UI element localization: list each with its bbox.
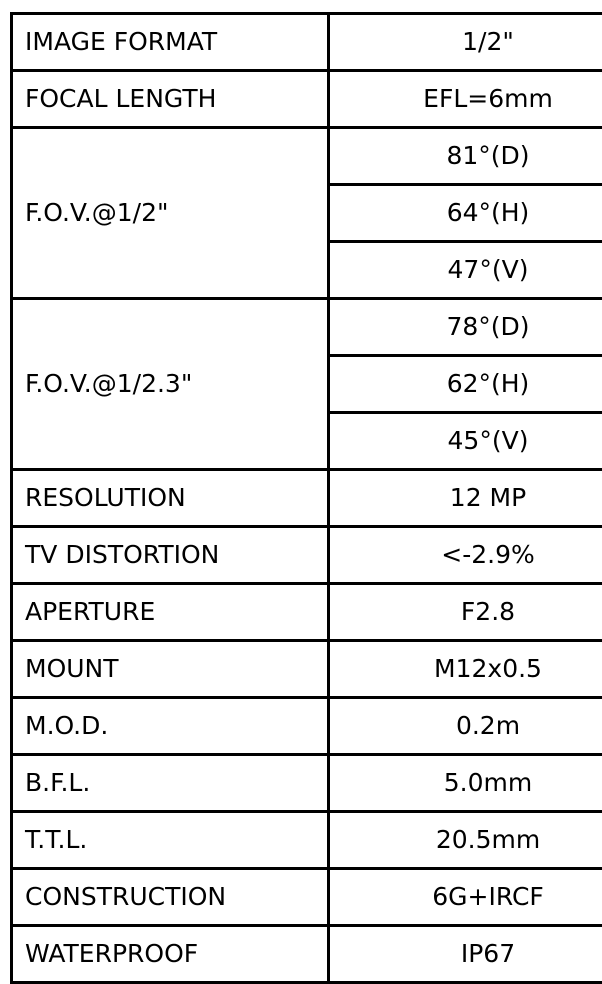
- spec-value: 81°(D): [329, 128, 602, 185]
- table-row: [12, 926, 602, 983]
- table-row: [12, 71, 602, 128]
- spec-label: B.F.L.: [12, 755, 329, 812]
- table-row: [12, 698, 602, 755]
- table-row: [12, 470, 602, 527]
- spec-value: 6G+IRCF: [329, 869, 602, 926]
- spec-value: F2.8: [329, 584, 602, 641]
- spec-value: 20.5mm: [329, 812, 602, 869]
- table-row: [12, 14, 602, 71]
- spec-value: 12 MP: [329, 470, 602, 527]
- spec-value: M12x0.5: [329, 641, 602, 698]
- table-row: [12, 641, 602, 698]
- spec-label: T.T.L.: [12, 812, 329, 869]
- spec-value: 64°(H): [329, 185, 602, 242]
- table-row: [12, 812, 602, 869]
- spec-value: EFL=6mm: [329, 71, 602, 128]
- spec-label: TV DISTORTION: [12, 527, 329, 584]
- table-row: [12, 299, 602, 356]
- spec-label: WATERPROOF: [12, 926, 329, 983]
- spec-label: F.O.V.@1/2.3": [12, 299, 329, 470]
- spec-value: 78°(D): [329, 299, 602, 356]
- spec-value: IP67: [329, 926, 602, 983]
- spec-value: <-2.9%: [329, 527, 602, 584]
- spec-label: APERTURE: [12, 584, 329, 641]
- table-row: [12, 527, 602, 584]
- spec-label: FOCAL LENGTH: [12, 71, 329, 128]
- table-row: [12, 755, 602, 812]
- spec-label: RESOLUTION: [12, 470, 329, 527]
- spec-value: 1/2": [329, 14, 602, 71]
- spec-value: 62°(H): [329, 356, 602, 413]
- spec-value: 47°(V): [329, 242, 602, 299]
- spec-value: 0.2m: [329, 698, 602, 755]
- table-row: [12, 869, 602, 926]
- table-row: [12, 128, 602, 185]
- spec-label: MOUNT: [12, 641, 329, 698]
- spec-label: CONSTRUCTION: [12, 869, 329, 926]
- spec-label: IMAGE FORMAT: [12, 14, 329, 71]
- spec-label: F.O.V.@1/2": [12, 128, 329, 299]
- spec-label: M.O.D.: [12, 698, 329, 755]
- table-body: [12, 14, 602, 983]
- table-row: [12, 584, 602, 641]
- lens-specification-table: [10, 12, 602, 984]
- spec-value: 5.0mm: [329, 755, 602, 812]
- spec-value: 45°(V): [329, 413, 602, 470]
